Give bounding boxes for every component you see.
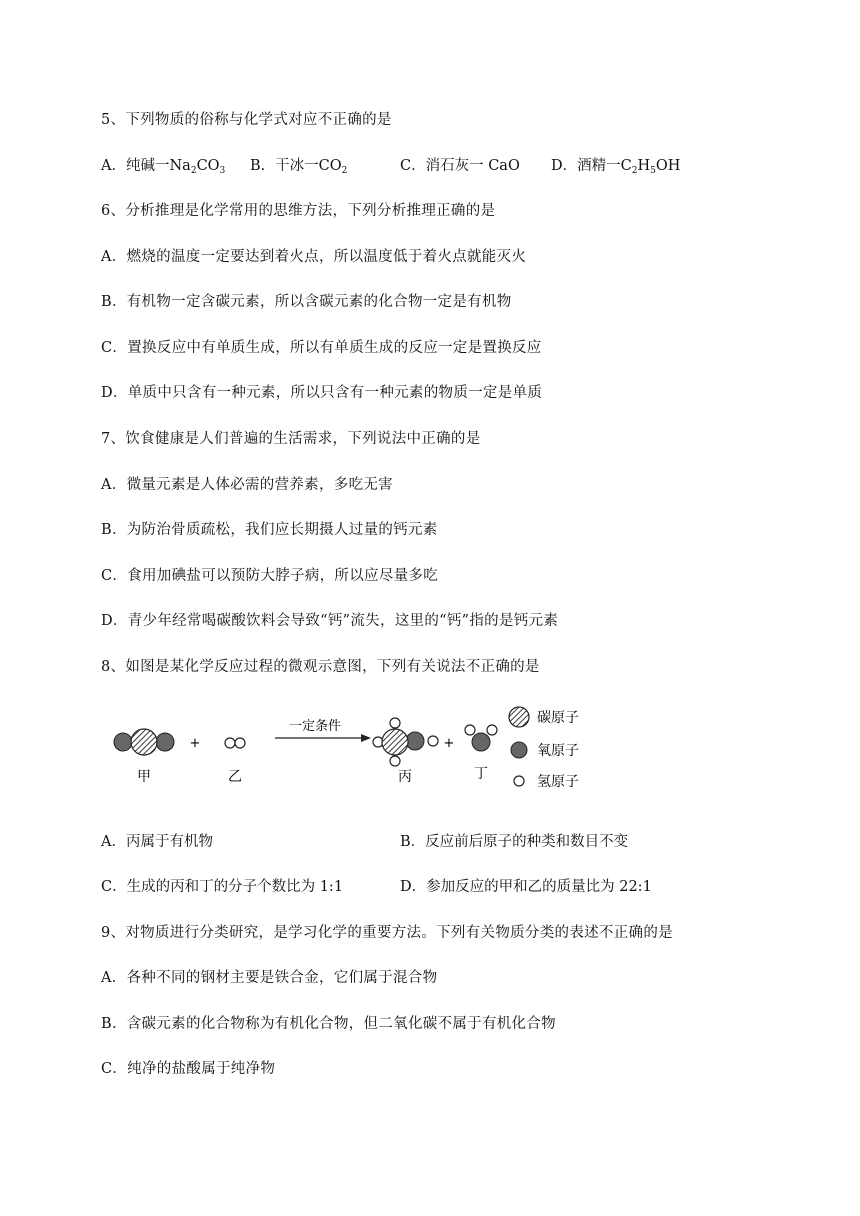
q6-option-c: C．置换反应中有单质生成，所以有单质生成的反应一定是置换反应 bbox=[101, 340, 542, 356]
q5-option-b: B．干冰一$CO_2$ bbox=[250, 158, 348, 176]
q9-option-b: B．含碳元素的化合物称为有机化合物，但二氧化碳不属于有机化合物 bbox=[101, 1016, 556, 1032]
molecule-bing-icon bbox=[373, 718, 438, 766]
q5-option-c: C．消石灰一 CaO bbox=[400, 158, 520, 174]
q9-stem: 9、对物质进行分类研究，是学习化学的重要方法。下列有关物质分类的表述不正确的是 bbox=[101, 925, 673, 941]
q7-option-d: D．青少年经常喝碳酸饮料会导致“钙”流失，这里的“钙”指的是钙元素 bbox=[101, 613, 559, 629]
q7-stem: 7、饮食健康是人们普遍的生活需求，下列说法中正确的是 bbox=[101, 431, 481, 447]
legend-carbon: 碳原子 bbox=[537, 710, 579, 726]
reaction-arrow-icon bbox=[275, 734, 371, 742]
q8-option-a: A．丙属于有机物 bbox=[101, 834, 213, 850]
reaction-condition: 一定条件 bbox=[288, 719, 342, 734]
molecule-jia-icon bbox=[114, 729, 174, 755]
q6-stem: 6、分析推理是化学常用的思维方法，下列分析推理正确的是 bbox=[101, 203, 496, 219]
plus-sign-2: + bbox=[443, 736, 455, 751]
label-yi: 乙 bbox=[228, 769, 242, 785]
q8-option-d: D．参加反应的甲和乙的质量比为 22:1 bbox=[400, 879, 652, 895]
q9-option-a: A．各种不同的钢材主要是铁合金，它们属于混合物 bbox=[101, 970, 438, 986]
hydrogen-atom-icon bbox=[514, 776, 524, 786]
q7-option-b: B．为防治骨质疏松，我们应长期摄人过量的钙元素 bbox=[101, 522, 438, 538]
legend bbox=[509, 707, 579, 790]
oxygen-atom-icon bbox=[511, 742, 527, 758]
q6-option-a: A．燃烧的温度一定要达到着火点，所以温度低于着火点就能灭火 bbox=[101, 249, 527, 265]
legend-hydrogen: 氢原子 bbox=[537, 774, 579, 790]
label-ding: 丁 bbox=[474, 766, 488, 782]
q7-option-a: A．微量元素是人体必需的营养素，多吃无害 bbox=[101, 477, 393, 493]
q6-option-b: B．有机物一定含碳元素，所以含碳元素的化合物一定是有机物 bbox=[101, 294, 512, 310]
plus-sign: + bbox=[189, 736, 201, 751]
q5-option-d: D．酒精一$C_2H_5OH$ bbox=[551, 158, 681, 176]
q6-option-d: D．单质中只含有一种元素，所以只含有一种元素的物质一定是单质 bbox=[101, 385, 543, 401]
q8-option-b: B．反应前后原子的种类和数目不变 bbox=[400, 834, 629, 850]
label-jia: 甲 bbox=[137, 769, 151, 785]
q5-option-a: A．纯碱一$Na_2CO_3$ bbox=[101, 158, 226, 176]
molecule-ding-icon bbox=[465, 725, 497, 751]
legend-oxygen: 氧原子 bbox=[537, 743, 579, 759]
q8-option-c: C．生成的丙和丁的分子个数比为 1:1 bbox=[101, 879, 344, 895]
q7-option-c: C．食用加碘盐可以预防大脖子病，所以应尽量多吃 bbox=[101, 568, 438, 584]
carbon-atom-icon bbox=[509, 707, 529, 727]
reaction-diagram bbox=[105, 696, 605, 806]
q9-option-c: C．纯净的盐酸属于纯净物 bbox=[101, 1061, 276, 1077]
q8-stem: 8、如图是某化学反应过程的微观示意图，下列有关说法不正确的是 bbox=[101, 659, 540, 675]
molecule-yi-icon bbox=[225, 738, 245, 748]
label-bing: 丙 bbox=[398, 769, 412, 785]
q5-stem: 5、下列物质的俗称与化学式对应不正确的是 bbox=[101, 112, 392, 128]
